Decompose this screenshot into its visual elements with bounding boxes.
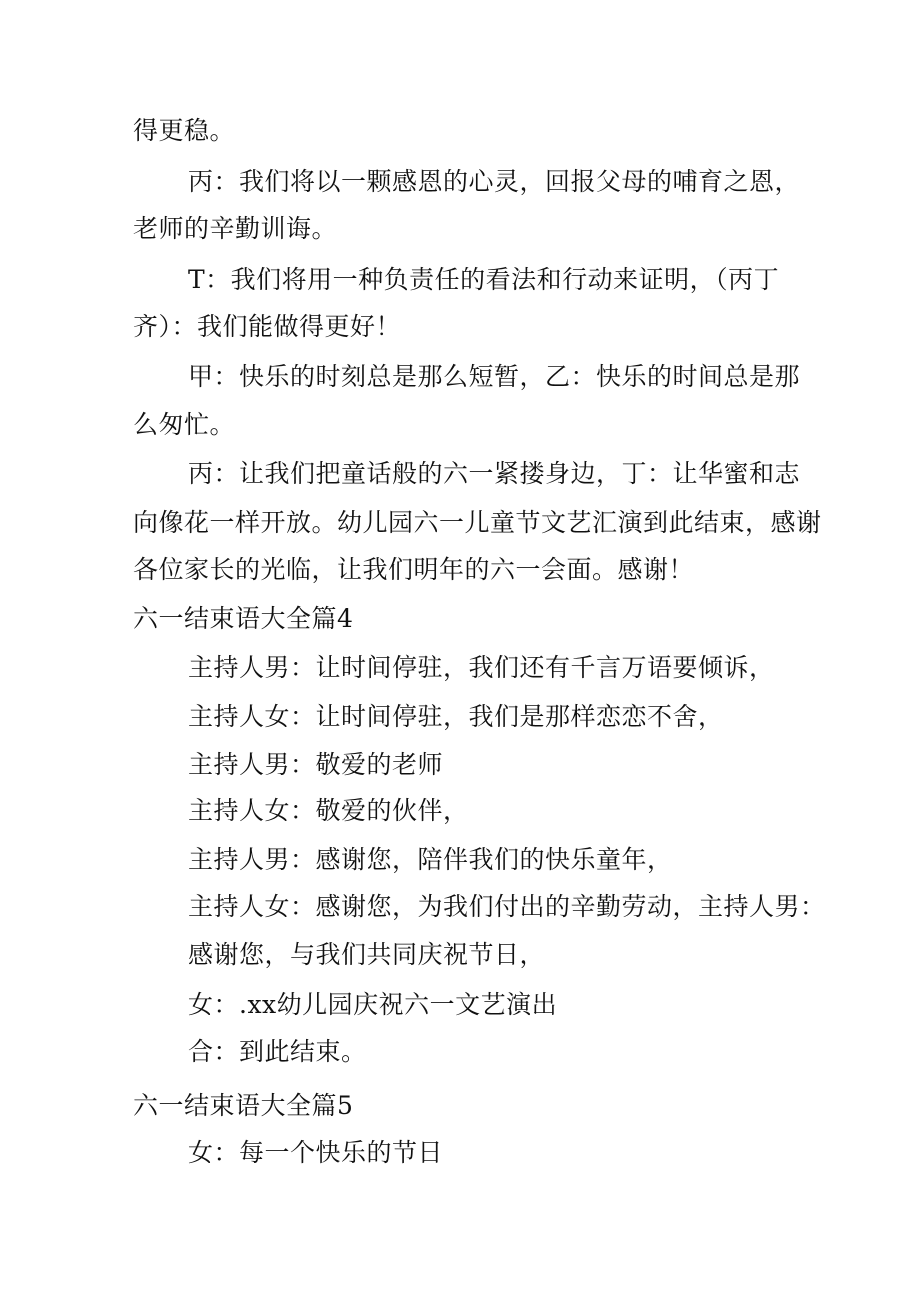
paragraph-line: 向像花一样开放。幼儿园六一儿童节文艺汇演到此结束，感谢	[133, 508, 822, 537]
paragraph-line: 女：.xx幼儿园庆祝六一文艺演出	[188, 990, 558, 1019]
paragraph-line: 齐）：我们能做得更好！	[133, 312, 402, 341]
paragraph-line: 主持人男：让时间停驻，我们还有千言万语要倾诉，	[188, 653, 775, 682]
paragraph-line: 主持人女：让时间停驻，我们是那样恋恋不舍，	[188, 702, 724, 731]
paragraph-line: 女：每一个快乐的节日	[188, 1138, 444, 1167]
paragraph-line: 各位家长的光临，让我们明年的六一会面。感谢！	[133, 555, 695, 584]
paragraph-line: 丙：我们将以一颗感恩的心灵，回报父母的哺育之恩，	[188, 167, 801, 196]
paragraph-line: 主持人男：感谢您，陪伴我们的快乐童年，	[188, 845, 673, 874]
paragraph-line: 老师的辛勤训诲。	[133, 214, 338, 243]
paragraph-line: 丙：让我们把童话般的六一紧搂身边，丁：让华蜜和志	[188, 459, 801, 488]
paragraph-line: 么匆忙。	[133, 410, 236, 439]
paragraph-line: T：我们将用一种负责任的看法和行动来证明，（丙丁	[188, 265, 780, 294]
paragraph-line: 甲：快乐的时刻总是那么短暂，乙：快乐的时间总是那	[188, 362, 801, 391]
paragraph-line: 主持人女：敬爱的伙伴，	[188, 796, 469, 825]
paragraph-line: 主持人男：敬爱的老师	[188, 750, 444, 779]
paragraph-line: 主持人女：感谢您，为我们付出的辛勤劳动，主持人男：	[188, 892, 826, 921]
section-heading: 六一结束语大全篇5	[133, 1091, 354, 1120]
paragraph-line: 合：到此结束。	[188, 1037, 367, 1066]
paragraph-line: 得更稳。	[133, 116, 236, 145]
paragraph-line: 感谢您，与我们共同庆祝节日，	[188, 940, 546, 969]
section-heading: 六一结束语大全篇4	[133, 604, 354, 633]
